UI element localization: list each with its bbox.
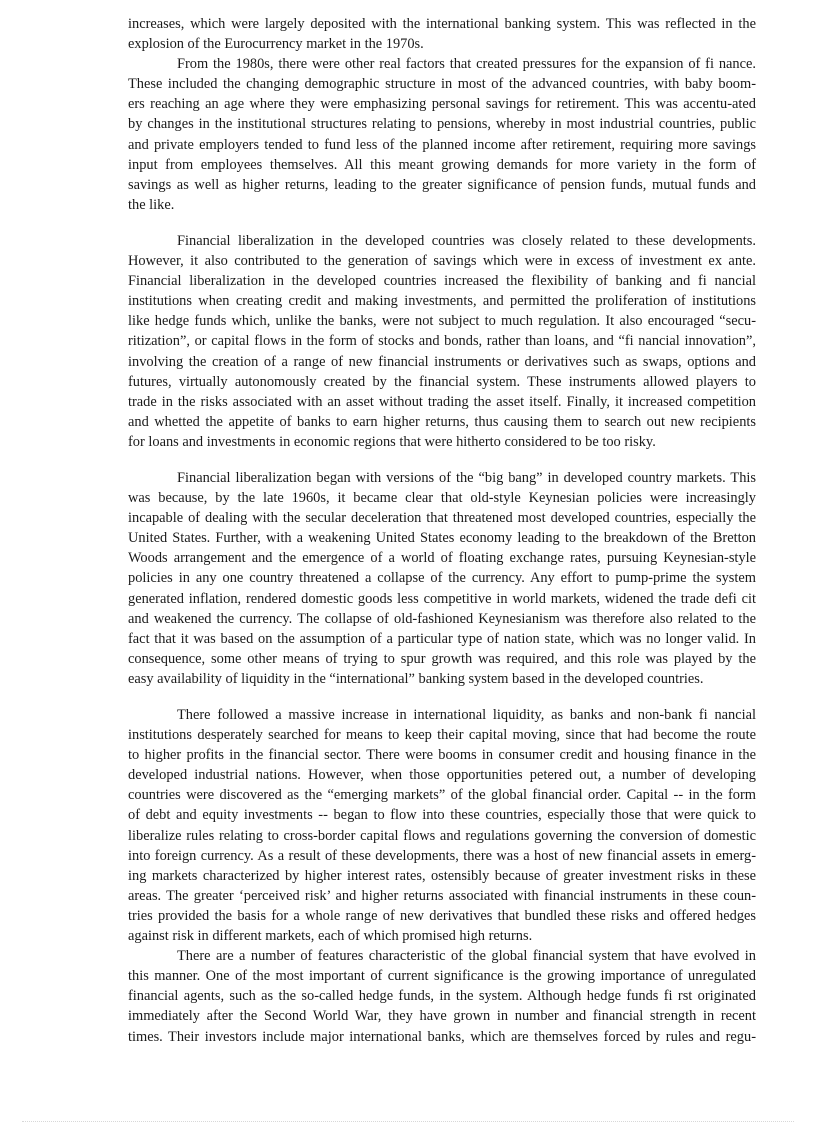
- text-line: easy availability of liquidity in the “international” banking system based in the developed countries.: [128, 670, 704, 687]
- text-line: this manner. One of the most important of current significance is the growing importance of unregulated: [128, 968, 756, 985]
- paragraph-3: [128, 231, 756, 452]
- text-line: savings as well as higher returns, leading to the greater significance of pension funds, mutual funds and: [128, 176, 756, 193]
- text-line: There are a number of features characteristic of the global financial system that have evolved in: [177, 948, 756, 965]
- text-line: explosion of the Eurocurrency market in the 1970s.: [128, 36, 424, 53]
- paragraph-6: [128, 946, 756, 1046]
- text-line: was because, by the late 1960s, it became clear that old-style Keynesian policies were increasingly: [128, 490, 756, 507]
- text-line: These included the changing demographic structure in most of the advanced countries, with baby boom-: [128, 76, 756, 93]
- text-line: the like.: [128, 196, 175, 213]
- paragraph-gap: [128, 215, 756, 231]
- page-bottom-divider: [22, 1121, 794, 1122]
- text-line: Financial liberalization in the developed countries increased the flexibility of banking and fi nancial: [128, 273, 756, 290]
- text-line: ing markets characterized by higher interest rates, ostensibly because of greater investment risks in these: [128, 867, 756, 884]
- paragraph-gap: [128, 689, 756, 705]
- paragraph-5: [128, 705, 756, 946]
- text-line: institutions desperately searched for means to keep their capital moving, since that had become the route: [128, 727, 756, 744]
- text-line: tries provided the basis for a whole range of new derivatives that bundled these risks and offered hedges: [128, 907, 756, 924]
- text-line: Financial liberalization began with versions of the “big bang” in developed country markets. This: [177, 469, 756, 486]
- text-line: Financial liberalization in the developed countries was closely related to these developments.: [177, 232, 756, 249]
- text-line: like hedge funds which, unlike the banks, were not subject to much regulation. It also encouraged “secu-: [128, 313, 756, 330]
- text-line: From the 1980s, there were other real factors that created pressures for the expansion of fi nance.: [177, 56, 756, 73]
- text-line: There followed a massive increase in international liquidity, as banks and non-bank fi nancial: [177, 707, 756, 723]
- text-line: financial agents, such as the so-called hedge funds, in the system. Although hedge funds fi rst originated: [128, 988, 756, 1005]
- text-line: immediately after the Second World War, they have grown in number and financial strength in recent: [128, 1008, 756, 1025]
- text-line: incapable of dealing with the secular deceleration that threatened most developed countries, especially the: [128, 510, 756, 527]
- text-line: times. Their investors include major international banks, which are themselves forced by rules and regu-: [128, 1028, 756, 1045]
- paragraph-2: [128, 54, 756, 215]
- text-line: involving the creation of a range of new financial instruments or derivatives such as swaps, options and: [128, 353, 756, 370]
- text-line: liberalize rules relating to cross-border capital flows and regulations governing the conversion of domestic: [128, 827, 756, 844]
- text-line: ers reaching an age where they were emphasizing personal savings for retirement. This was accentu-ated: [128, 96, 756, 113]
- text-line: institutions when creating credit and making investments, and permitted the proliferation of institutions: [128, 293, 756, 310]
- text-line: generated inflation, rendered domestic goods less competitive in world markets, widened the trade defi cit: [128, 590, 756, 607]
- text-line: United States. Further, with a weakening United States economy leading to the breakdown of the Bretton: [128, 530, 756, 547]
- text-line: for loans and investments in economic regions that were hitherto considered to be too risky.: [128, 433, 656, 450]
- paragraph-gap: [128, 452, 756, 468]
- text-line: developed industrial nations. However, when those opportunities petered out, a number of developing: [128, 767, 756, 784]
- text-line: of debt and equity investments -- began to flow into these countries, especially those that were quick to: [128, 807, 756, 824]
- text-line: consequence, some other means of trying to spur growth was required, and this role was played by the: [128, 650, 756, 667]
- paragraph-4: [128, 468, 756, 689]
- text-line: trade in the risks associated with an asset without trading the asset itself. Finally, it increased competition: [128, 393, 756, 410]
- text-line: into foreign currency. As a result of these developments, there was a host of new financial assets in emerg-: [128, 847, 756, 864]
- text-line: fact that it was based on the assumption of a particular type of nation state, which was no longer valid. In: [128, 630, 756, 647]
- text-line: countries were discovered as the “emerging markets” of the global financial order. Capital -- in the form: [128, 787, 756, 804]
- text-line: areas. The greater ‘perceived risk’ and higher returns associated with financial instruments in these coun-: [128, 887, 756, 904]
- text-line: to higher profits in the financial sector. There were booms in consumer credit and housing finance in the: [128, 747, 756, 764]
- text-line: futures, virtually autonomously created by the financial system. These instruments allowed players to: [128, 373, 756, 390]
- text-line: against risk in different markets, each of which promised high returns.: [128, 928, 533, 945]
- text-line: and whetted the appetite of banks to earn higher returns, thus causing them to search out new recipients: [128, 413, 756, 430]
- text-line: policies in any one country threatened a collapse of the currency. Any effort to pump-prime the system: [128, 570, 756, 587]
- text-line: However, it also contributed to the generation of savings which were in excess of investment ex ante.: [128, 253, 756, 270]
- text-line: increases, which were largely deposited with the international banking system. This was reflected in the: [128, 16, 756, 32]
- paragraph-1: [128, 14, 756, 54]
- text-line: and private employers tended to fund less of the planned income after retirement, requiring more savings: [128, 136, 756, 153]
- document-page: [128, 14, 756, 1047]
- text-line: and weakened the currency. The collapse of old-fashioned Keynesianism was therefore also related to the: [128, 610, 756, 627]
- text-line: Woods arrangement and the emergence of a world of floating exchange rates, pursuing Keynesian-style: [128, 550, 756, 567]
- text-line: input from employees themselves. All this meant growing demands for more variety in the form of: [128, 156, 756, 173]
- text-line: by changes in the institutional structures relating to pensions, whereby in most industrial countries, public: [128, 116, 756, 133]
- text-line: ritization”, or capital flows in the form of stocks and bonds, rather than loans, and “fi nancial innovation”,: [128, 333, 756, 350]
